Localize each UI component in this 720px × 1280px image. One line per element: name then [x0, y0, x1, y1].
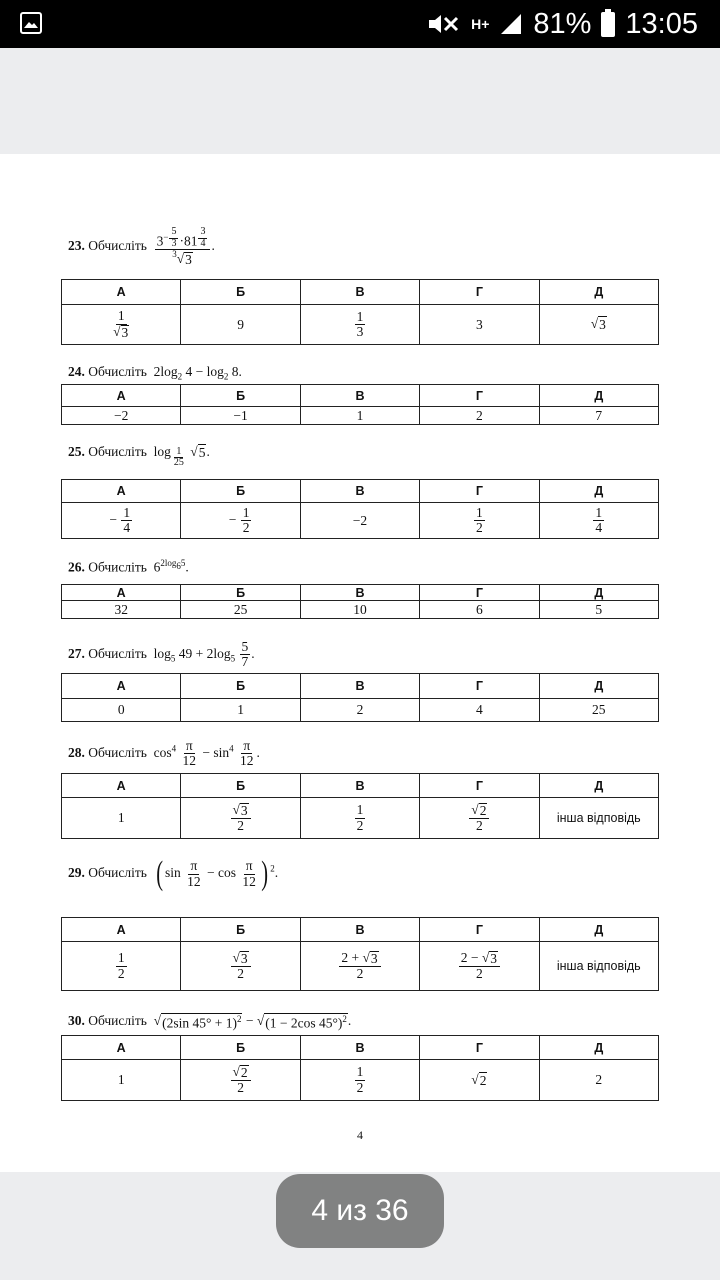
battery-icon — [601, 12, 615, 37]
signal-icon — [499, 12, 523, 36]
answers-30: А Б В Г Д 1 √ 2 2 $\frac{1}{2}$ √ 2 2 — [61, 1035, 659, 1101]
answers-23: А Б В Г Д 1 √ 3 9 $\frac{1}{3}$ 3 √ 3 — [61, 279, 659, 345]
answers-24: А Б В Г Д −2 −1 1 2 7 — [61, 384, 659, 425]
answer-23-c: $\frac{1}{3}$ — [300, 305, 419, 345]
problem-24: 24. Обчисліть $2\log_2$ $4 - \log_2 8$. — [68, 364, 242, 382]
answer-23-d: 3 — [420, 305, 539, 345]
page-number: 4 — [357, 1128, 363, 1142]
problem-23: 23. Обчисліть $3^{- \frac{5}{3}}$ ·81 $^{\frac{3}{4}}$ $^3$√ 3 . — [68, 226, 215, 267]
answers-29: А Б В Г Д $\frac{1}{2}$ √ 3 2 2 + √ 3 2 2 − √ 3 2 інша відповідь — [61, 917, 659, 991]
mute-icon — [427, 13, 461, 35]
answer-23-e: √ 3 — [539, 305, 658, 345]
document-page[interactable] — [0, 154, 720, 1172]
problem-30: 30. Обчисліть √ (2sin 45° + 1)$^2$ − √ (1 − 2cos 45°)$^2$ . — [68, 1013, 352, 1031]
answers-25: А Б В Г Д − $\frac{1}{4}$ − $\frac{1}{2}$ −2 $\frac{1}{2}$ $\frac{1}{4}$ — [61, 479, 659, 539]
problem-27: 27. Обчисліть $\log_5 49 + 2\log_5$ $\frac{5}{7}$ . — [68, 639, 255, 670]
problem-26: 26. Обчисліть $6^{2log_65}$. — [68, 558, 189, 575]
toolbar-area — [0, 48, 720, 154]
network-type: H+ — [471, 15, 490, 32]
clock: 13:05 — [625, 7, 698, 40]
problem-25: 25. Обчисліть log $_{\frac{1}{25}}$ √ 5 . — [68, 444, 210, 469]
answers-27: А Б В Г Д 0 1 2 4 25 — [61, 673, 659, 722]
gallery-icon — [20, 12, 42, 34]
answer-23-b: 9 — [181, 305, 300, 345]
problem-28: 28. Обчисліть $\cos^4$ $\frac{\pi}{12}$ − $\sin^4$ $\frac{\pi}{12}$ . — [68, 738, 260, 769]
status-bar — [0, 0, 720, 48]
answers-26: А Б В Г Д 32 25 10 6 5 — [61, 584, 659, 619]
problem-29: 29. Обчисліть ( sin $\frac{\pi}{12}$ − cos $\frac{\pi}{12}$ ) $^2$. — [68, 855, 279, 892]
page-indicator: 4 из 36 — [276, 1174, 444, 1248]
battery-percent: 81% — [533, 7, 592, 40]
answers-28: А Б В Г Д 1 √ 3 2 $\frac{1}{2}$ √ 2 2 інша відповідь — [61, 773, 659, 839]
answer-23-a: 1 √ 3 — [62, 305, 181, 345]
